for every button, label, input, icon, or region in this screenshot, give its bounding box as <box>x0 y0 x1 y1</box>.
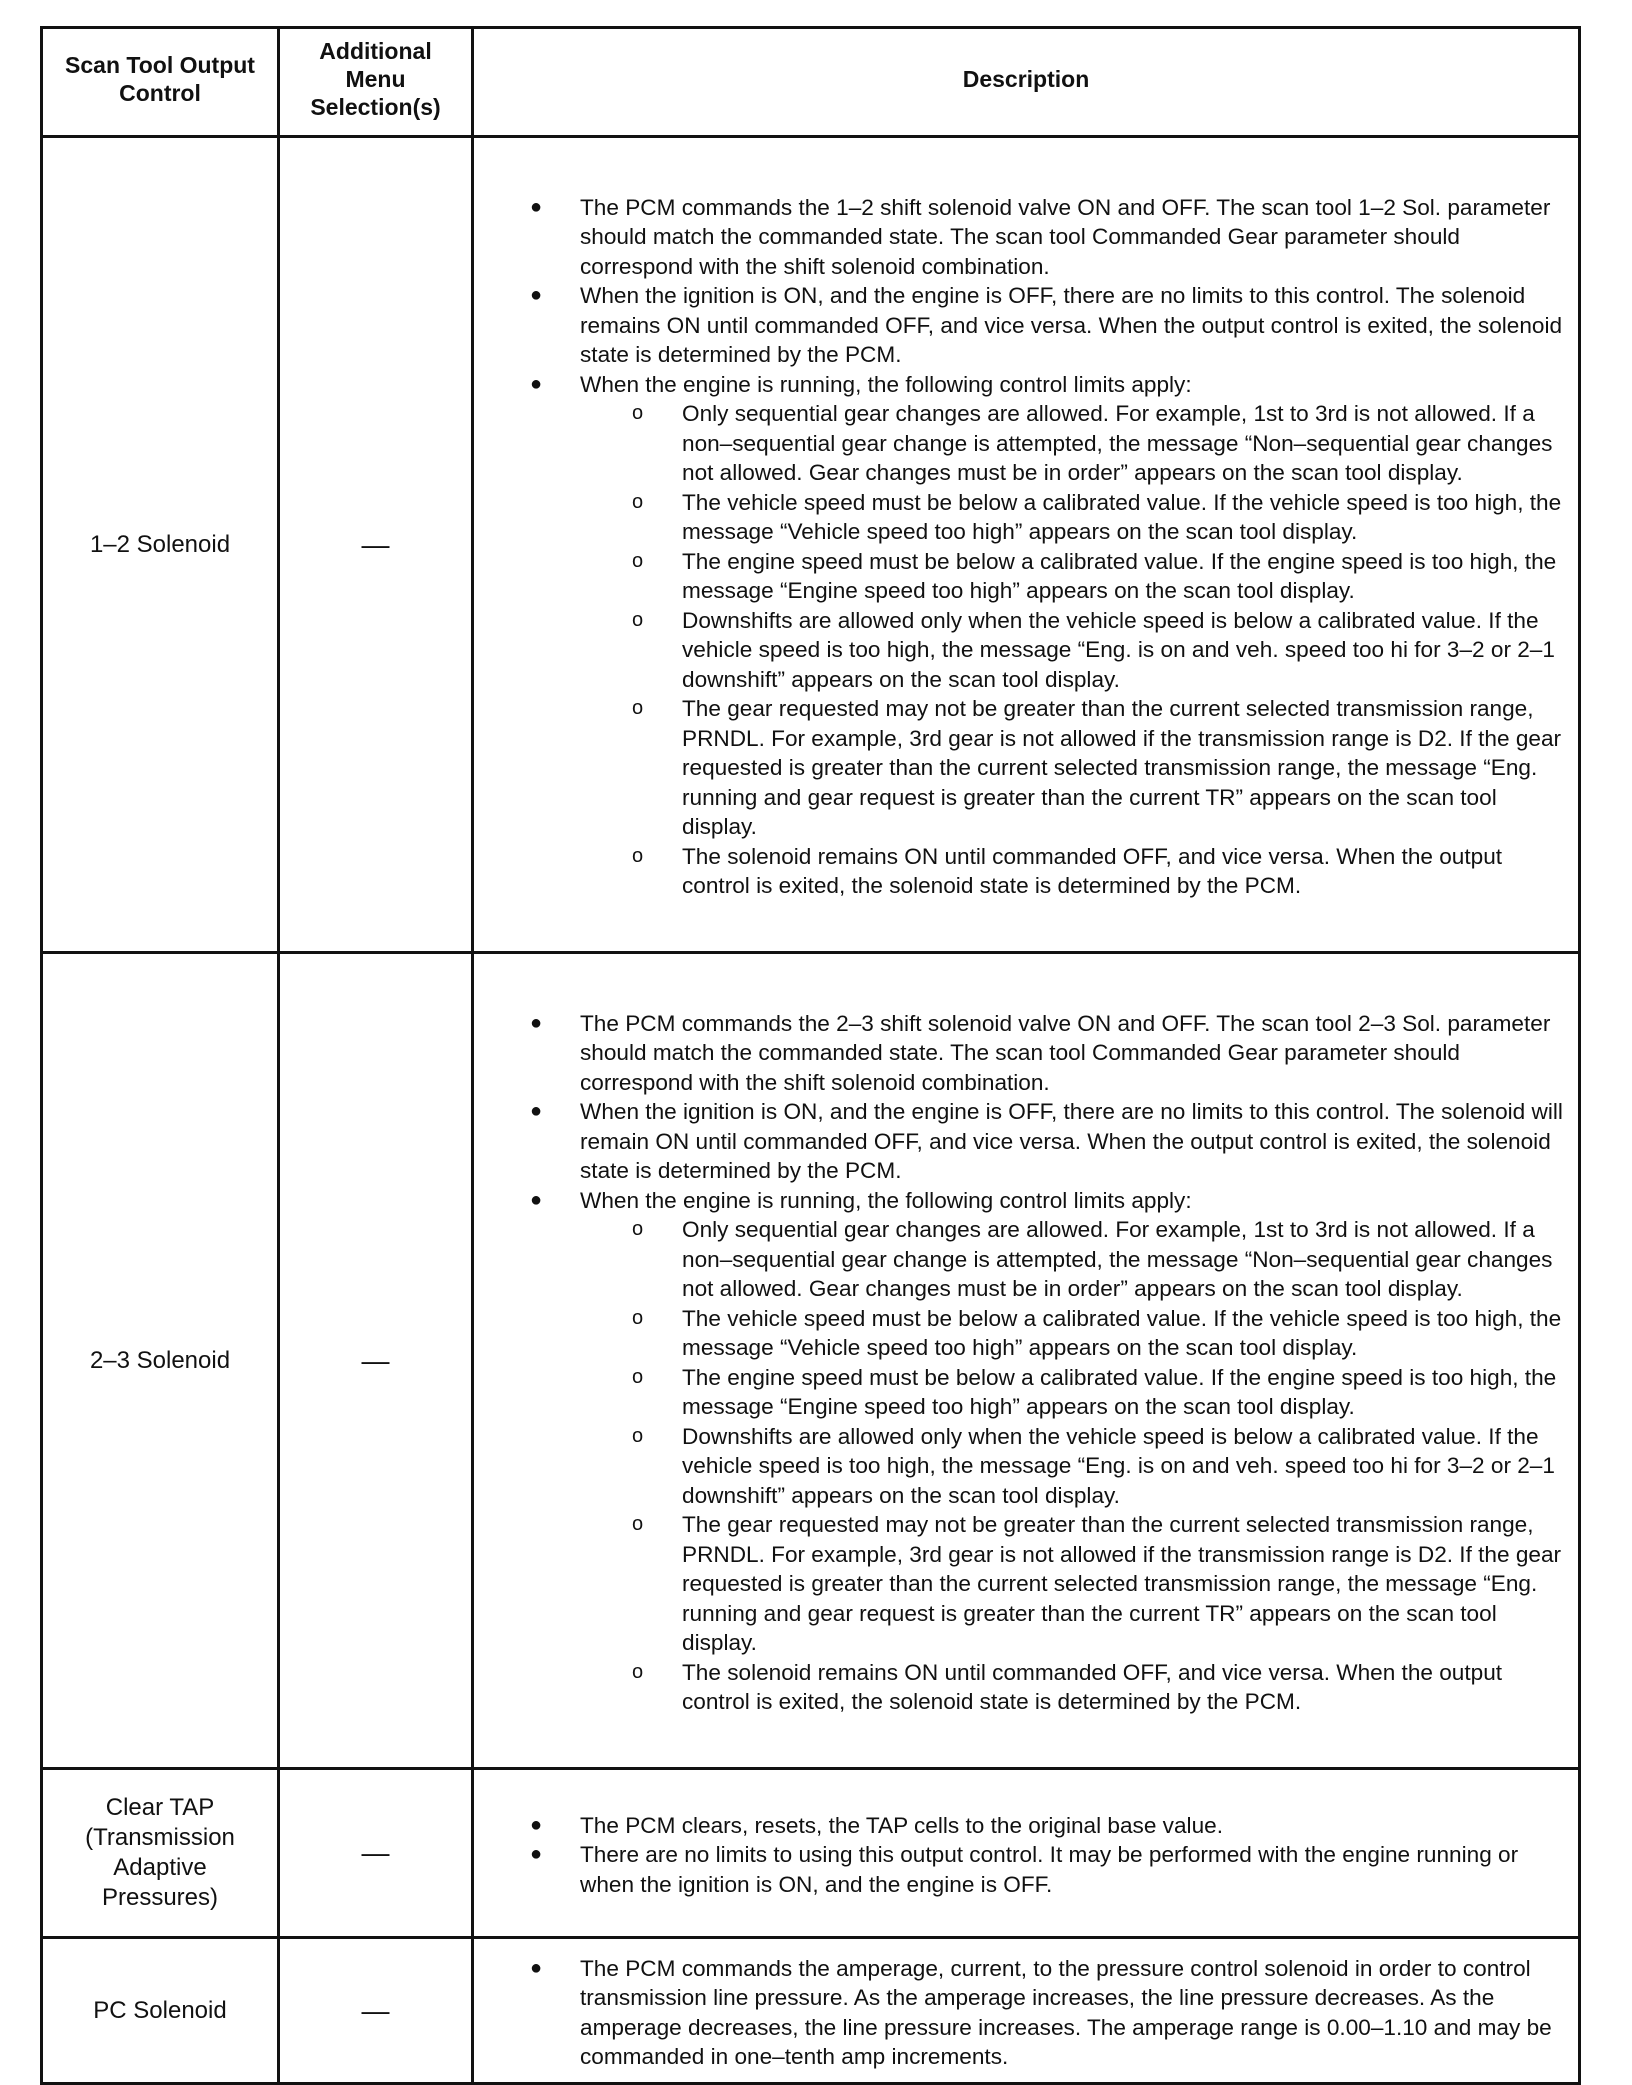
bullet-text: When the ignition is ON, and the engine is OFF, there are no limits to this control. The solenoid will remain ON until commanded OFF, and vice versa. When the output control is exited, the solenoid state is determined by the PCM. <box>580 1099 1563 1183</box>
bullet-icon: ● <box>530 1100 543 1122</box>
bullet-icon: ● <box>530 1843 543 1866</box>
bullet-text: The PCM commands the 2–3 shift solenoid valve ON and OFF. The scan tool 2–3 Sol. parameter should match the commanded state. The scan tool Commanded Gear parameter should correspond with the shift solenoid combination. <box>580 1010 1551 1095</box>
sub-bullet-text: The gear requested may not be greater than the current selected transmission range, PRNDL. For example, 3rd gear is not allowed if the transmission range is D2. If the gear requested is greater than the current selected transmission range, the message “Eng. running and gear request is greater than the current TR” appears on the scan tool display. <box>682 696 1562 839</box>
sub-bullet-item <box>580 694 1570 842</box>
bullet-item <box>474 1811 1570 1841</box>
bullet-item <box>474 1840 1570 1899</box>
sub-bullet-item <box>580 1510 1570 1658</box>
circle-bullet-icon: o <box>632 490 644 513</box>
table-row <box>42 1769 1580 1938</box>
sub-bullet-item <box>580 1304 1570 1363</box>
sub-bullet-text: The solenoid remains ON until commanded OFF, and vice versa. When the output control is exited, the solenoid state is determined by the PCM. <box>682 1659 1503 1714</box>
sub-bullet-item <box>580 606 1570 695</box>
circle-bullet-icon: o <box>632 1660 644 1683</box>
description-cell <box>473 953 1580 1769</box>
bullet-icon: ● <box>530 1813 543 1836</box>
sub-bullet-text: The vehicle speed must be below a calibrated value. If the vehicle speed is too high, the message “Vehicle speed too high” appears on the scan tool display. <box>682 489 1562 544</box>
sub-bullet-text: The gear requested may not be greater than the current selected transmission range, PRNDL. For example, 3rd gear is not allowed if the transmission range is D2. If the gear requested is greater than the current selected transmission range, the message “Eng. running and gear request is greater than the current TR” appears on the scan tool display. <box>682 1512 1562 1655</box>
circle-bullet-icon: o <box>632 402 644 424</box>
sub-bullet-item <box>580 488 1570 547</box>
bullet-icon: ● <box>530 1188 543 1211</box>
circle-bullet-icon: o <box>632 1218 644 1240</box>
menu-selection-cell: — <box>279 137 473 953</box>
description-cell <box>473 137 1580 953</box>
sub-bullet-text: The engine speed must be below a calibrated value. If the engine speed is too high, the message “Engine speed too high” appears on the scan tool display. <box>682 548 1557 603</box>
header-row <box>42 28 1580 137</box>
sub-bullet-text: Only sequential gear changes are allowed. For example, 1st to 3rd is not allowed. If a non–sequential gear change is attempted, the message “Non–sequential gear changes not allowed. Gear changes must be in order” appears on the scan tool display. <box>682 1217 1553 1301</box>
bullet-icon: ● <box>530 1956 543 1979</box>
circle-bullet-icon: o <box>632 608 644 631</box>
table-row <box>42 1938 1580 2084</box>
sub-bullet-item <box>580 842 1570 901</box>
control-cell: 2–3 Solenoid <box>42 953 279 1769</box>
sub-bullet-text: Downshifts are allowed only when the vehicle speed is below a calibrated value. If the vehicle speed is too high, the message “Eng. is on and veh. speed too hi for 3–2 or 2–1 downshift” appears on the scan tool display. <box>682 607 1555 692</box>
bullet-item <box>474 193 1570 282</box>
bullet-text: The PCM clears, resets, the TAP cells to the original base value. <box>580 1812 1223 1838</box>
bullet-text: The PCM commands the 1–2 shift solenoid valve ON and OFF. The scan tool 1–2 Sol. parameter should match the commanded state. The scan tool Commanded Gear parameter should correspond with the shift solenoid combination. <box>580 194 1551 279</box>
description-cell <box>473 1938 1580 2084</box>
bullet-list <box>474 1811 1570 1900</box>
control-cell: 1–2 Solenoid <box>42 137 279 953</box>
bullet-icon: ● <box>530 1011 543 1034</box>
sub-bullet-text: The solenoid remains ON until commanded OFF, and vice versa. When the output control is exited, the solenoid state is determined by the PCM. <box>682 843 1503 898</box>
bullet-item <box>474 1954 1570 2072</box>
sub-bullet-item <box>580 1422 1570 1511</box>
sub-bullet-item <box>580 399 1570 488</box>
bullet-item <box>474 1009 1570 1098</box>
menu-selection-cell: — <box>279 953 473 1769</box>
sub-bullet-item <box>580 547 1570 606</box>
bullet-icon: ● <box>530 195 543 218</box>
bullet-item <box>474 1186 1570 1717</box>
sub-bullet-item <box>580 1215 1570 1304</box>
description-cell <box>473 1769 1580 1938</box>
header-description: Description <box>473 28 1580 137</box>
sub-bullet-text: The engine speed must be below a calibrated value. If the engine speed is too high, the message “Engine speed too high” appears on the scan tool display. <box>682 1364 1557 1419</box>
circle-bullet-icon: o <box>632 549 644 572</box>
control-cell: Clear TAP (Transmission Adaptive Pressures) <box>42 1769 279 1938</box>
header-additional-menu-selections: Additional Menu Selection(s) <box>279 28 473 137</box>
sub-bullet-text: Downshifts are allowed only when the vehicle speed is below a calibrated value. If the vehicle speed is too high, the message “Eng. is on and veh. speed too hi for 3–2 or 2–1 downshift” appears on the scan tool display. <box>682 1423 1555 1508</box>
bullet-item <box>474 281 1570 370</box>
circle-bullet-icon: o <box>632 1424 644 1447</box>
bullet-item <box>474 370 1570 901</box>
bullet-list <box>474 193 1570 901</box>
table-row <box>42 953 1580 1769</box>
circle-bullet-icon: o <box>632 1306 644 1329</box>
sub-bullet-text: Only sequential gear changes are allowed. For example, 1st to 3rd is not allowed. If a non–sequential gear change is attempted, the message “Non–sequential gear changes not allowed. Gear changes must be in order” appears on the scan tool display. <box>682 401 1553 485</box>
sub-bullet-list <box>580 399 1570 901</box>
bullet-text: When the engine is running, the following control limits apply: <box>580 1187 1192 1213</box>
bullet-text: The PCM commands the amperage, current, to the pressure control solenoid in order to control transmission line pressure. As the amperage increases, the line pressure decreases. As the amperage decreases, the line pressure increases. The amperage range is 0.00–1.10 and may be commanded in one–tenth amp increments. <box>580 1955 1552 2069</box>
sub-bullet-item <box>580 1363 1570 1422</box>
bullet-text: When the engine is running, the following control limits apply: <box>580 371 1192 397</box>
bullet-text: When the ignition is ON, and the engine is OFF, there are no limits to this control. The solenoid remains ON until commanded OFF, and vice versa. When the output control is exited, the solenoid state is determined by the PCM. <box>580 283 1563 367</box>
bullet-list <box>474 1954 1570 2072</box>
sub-bullet-item <box>580 1658 1570 1717</box>
header-scan-tool-output-control: Scan Tool Output Control <box>42 28 279 137</box>
sub-bullet-text: The vehicle speed must be below a calibrated value. If the vehicle speed is too high, the message “Vehicle speed too high” appears on the scan tool display. <box>682 1305 1562 1360</box>
sub-bullet-list <box>580 1215 1570 1717</box>
scan-tool-output-control-table <box>40 26 1581 2085</box>
bullet-item <box>474 1097 1570 1186</box>
bullet-list <box>474 1009 1570 1717</box>
bullet-text: There are no limits to using this output control. It may be performed with the engine running or when the ignition is ON, and the engine is OFF. <box>580 1842 1519 1897</box>
circle-bullet-icon: o <box>632 844 644 867</box>
menu-selection-cell: — <box>279 1938 473 2084</box>
bullet-icon: ● <box>530 372 543 395</box>
bullet-icon: ● <box>530 284 543 306</box>
control-cell: PC Solenoid <box>42 1938 279 2084</box>
circle-bullet-icon: o <box>632 1365 644 1388</box>
circle-bullet-icon: o <box>632 697 644 719</box>
menu-selection-cell: — <box>279 1769 473 1938</box>
circle-bullet-icon: o <box>632 1513 644 1535</box>
table-row <box>42 137 1580 953</box>
